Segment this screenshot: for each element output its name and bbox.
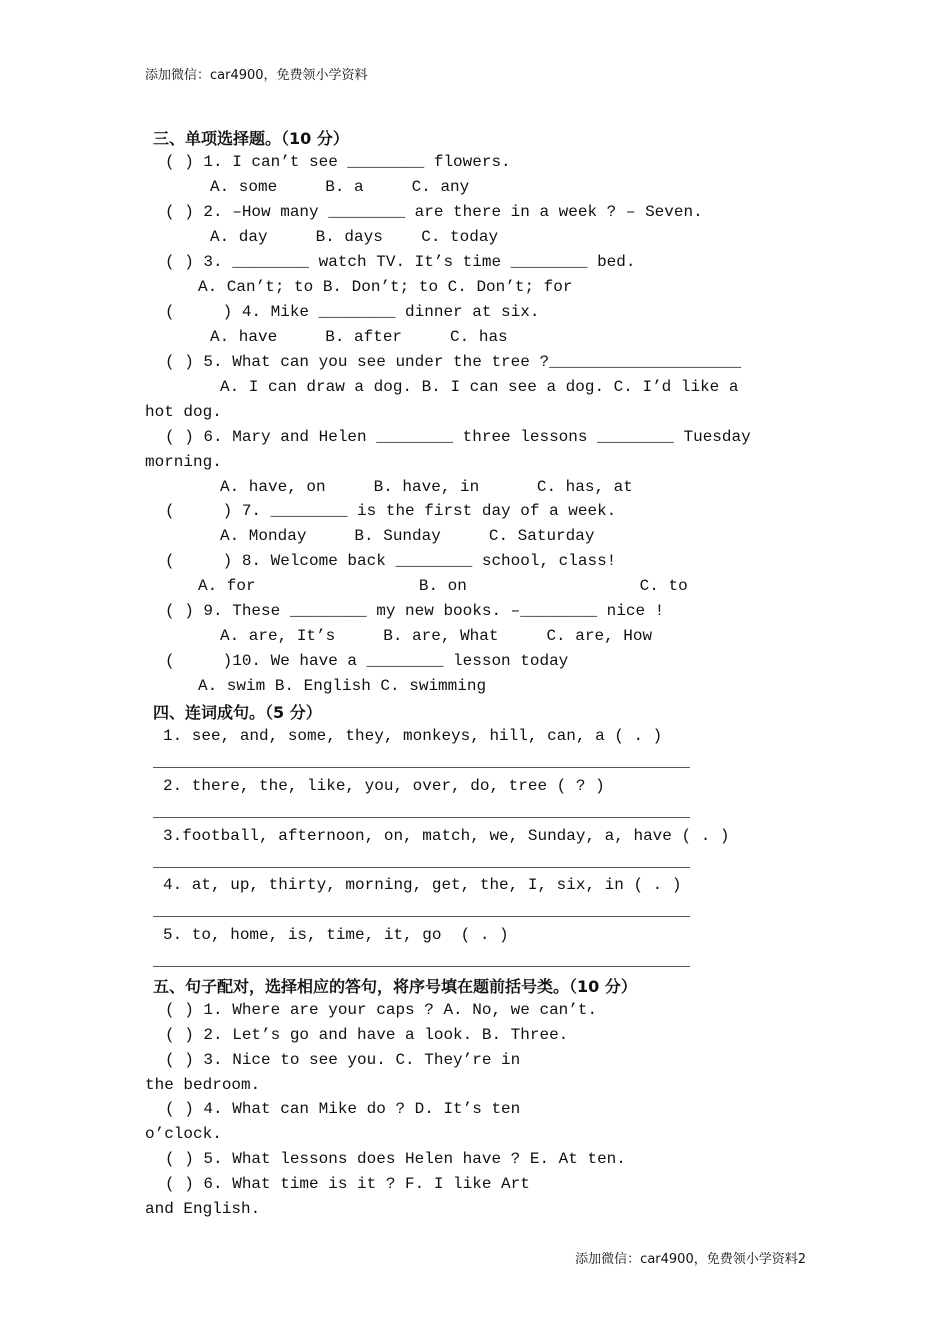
s4-item-2: 2. there, the, like, you, over, do, tree ( ? )	[163, 777, 605, 795]
s3-q6-cont: morning.	[145, 453, 222, 471]
s4-item-4: 4. at, up, thirty, morning, get, the, I, six, in ( . )	[163, 876, 682, 894]
s5-line-1: ( ) 1. Where are your caps ? A. No, we can’t.	[165, 1001, 598, 1019]
s5-line-5: ( ) 5. What lessons does Helen have ? E. At ten.	[165, 1150, 626, 1168]
footer	[575, 1248, 806, 1267]
s3-q5-options-cont: hot dog.	[145, 403, 222, 421]
s3-q8: ( ) 8. Welcome back ________ school, class!	[165, 552, 617, 570]
section-4-title: 四、连词成句。（5 分）	[153, 703, 322, 722]
answer-line[interactable]	[153, 966, 690, 967]
s3-q2-options: A. day B. days C. today	[210, 228, 499, 246]
page-number: 2	[797, 1252, 806, 1267]
s3-q6: ( ) 6. Mary and Helen ________ three lessons ________ Tuesday	[165, 428, 751, 446]
s5-line-3-cont: the bedroom.	[145, 1076, 261, 1094]
s3-q4-options: A. have B. after C. has	[210, 328, 508, 346]
s3-q3-options: A. Can’t; to B. Don’t; to C. Don’t; for	[198, 278, 573, 296]
s5-line-6-cont: and English.	[145, 1200, 261, 1218]
s3-q5: ( ) 5. What can you see under the tree ?____________________	[165, 353, 742, 371]
s3-q1: ( ) 1. I can’t see ________ flowers.	[165, 153, 511, 171]
s3-q10: ( )10. We have a ________ lesson today	[165, 652, 569, 670]
footer-note: 添加微信：car4900，免费领小学资料	[575, 1252, 798, 1267]
s3-q9: ( ) 9. These ________ my new books. –________ nice !	[165, 602, 665, 620]
s3-q2: ( ) 2. –How many ________ are there in a week ? – Seven.	[165, 203, 703, 221]
s5-line-2: ( ) 2. Let’s go and have a look. B. Three.	[165, 1026, 569, 1044]
s5-line-3: ( ) 3. Nice to see you. C. They’re in	[165, 1051, 521, 1069]
s5-line-6: ( ) 6. What time is it ? F. I like Art	[165, 1175, 530, 1193]
s4-item-1: 1. see, and, some, they, monkeys, hill, can, a ( . )	[163, 727, 663, 745]
s3-q5-options: A. I can draw a dog. B. I can see a dog. C. I’d like a	[220, 378, 739, 396]
header-note: 添加微信：car4900，免费领小学资料	[145, 68, 368, 83]
s5-line-4-cont: o’clock.	[145, 1125, 222, 1143]
s4-item-3: 3.football, afternoon, on, match, we, Sunday, a, have ( . )	[163, 827, 730, 845]
s3-q7: ( ) 7. ________ is the first day of a week.	[165, 502, 617, 520]
s3-q7-options: A. Monday B. Sunday C. Saturday	[220, 527, 595, 545]
section-5-title: 五、句子配对，选择相应的答句，将序号填在题前括号类。（10 分）	[153, 977, 637, 996]
s3-q1-options: A. some B. a C. any	[210, 178, 470, 196]
s5-line-4: ( ) 4. What can Mike do ? D. It’s ten	[165, 1100, 521, 1118]
section-3-title: 三、单项选择题。（10 分）	[153, 129, 349, 148]
answer-line[interactable]	[153, 916, 690, 917]
answer-line[interactable]	[153, 817, 690, 818]
s3-q3: ( ) 3. ________ watch TV. It’s time ________ bed.	[165, 253, 636, 271]
s3-q10-options: A. swim B. English C. swimming	[198, 677, 487, 695]
s4-item-5: 5. to, home, is, time, it, go ( . )	[163, 926, 509, 944]
answer-line[interactable]	[153, 767, 690, 768]
s3-q8-options: A. for B. on C. to	[198, 577, 688, 595]
s3-q9-options: A. are, It’s B. are, What C. are, How	[220, 627, 653, 645]
answer-line[interactable]	[153, 867, 690, 868]
s3-q4: ( ) 4. Mike ________ dinner at six.	[165, 303, 540, 321]
s3-q6-options: A. have, on B. have, in C. has, at	[220, 478, 633, 496]
